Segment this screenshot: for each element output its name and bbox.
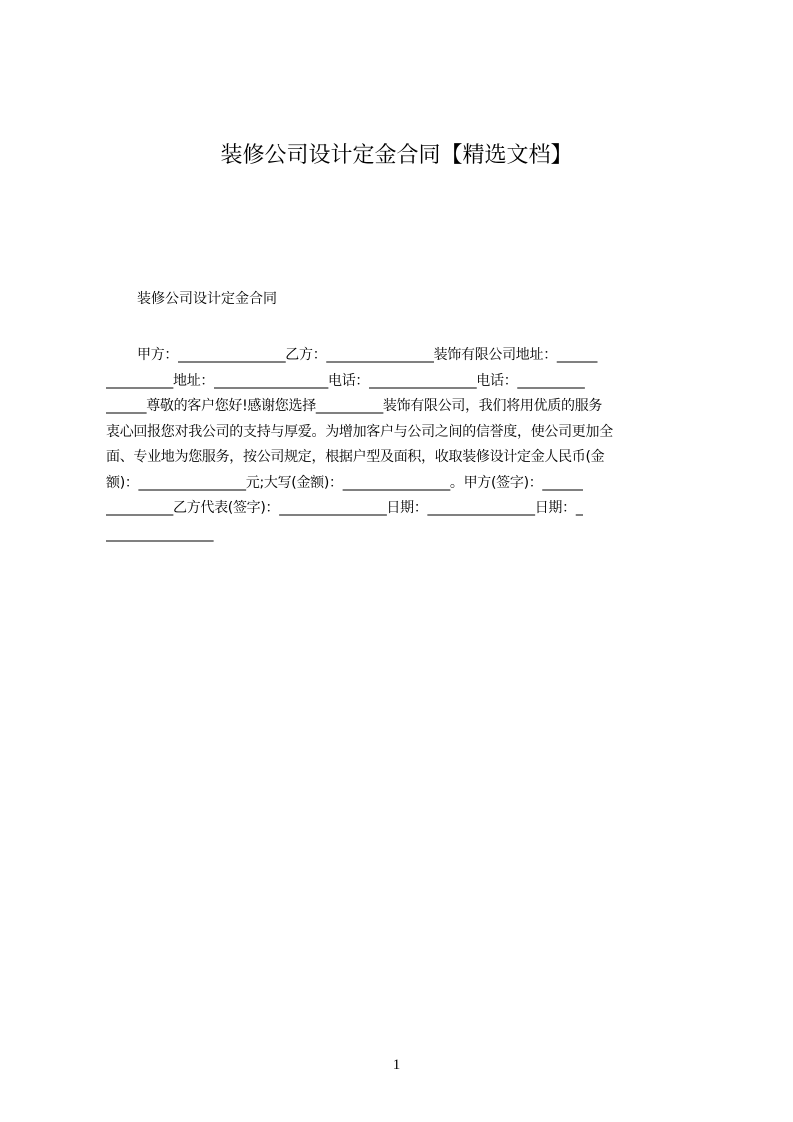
contract-body xyxy=(106,343,702,547)
document-title: 装修公司设计定金合同【精选文档】 xyxy=(220,143,573,168)
body-line: 额)：________________元;大写(金额)：________________。甲方(签字)：______ xyxy=(106,474,583,491)
body-line: ______尊敬的客户您好!感谢您选择__________装饰有限公司，我们将用优质的服务 xyxy=(106,398,603,414)
body-line: 面、专业地为您服务，按公司规定，根据户型及面积，收取装修设计定金人民币(金 xyxy=(106,449,605,465)
document-subtitle: 装修公司设计定金合同 xyxy=(137,291,277,307)
body-line: __________地址：_________________电话：________________电话：__________ xyxy=(106,372,585,389)
body-line: 衷心回报您对我公司的支持与厚爱。为增加客户与公司之间的信誉度，使公司更加全 xyxy=(106,423,613,440)
body-line: __________乙方代表(签字)：________________日期：________________日期：_ xyxy=(106,500,583,516)
body-line: 甲方：________________乙方：________________装饰有限公司地址：______ xyxy=(137,347,598,363)
body-line: ________________ xyxy=(106,525,214,542)
page-number: 1 xyxy=(392,1057,401,1073)
